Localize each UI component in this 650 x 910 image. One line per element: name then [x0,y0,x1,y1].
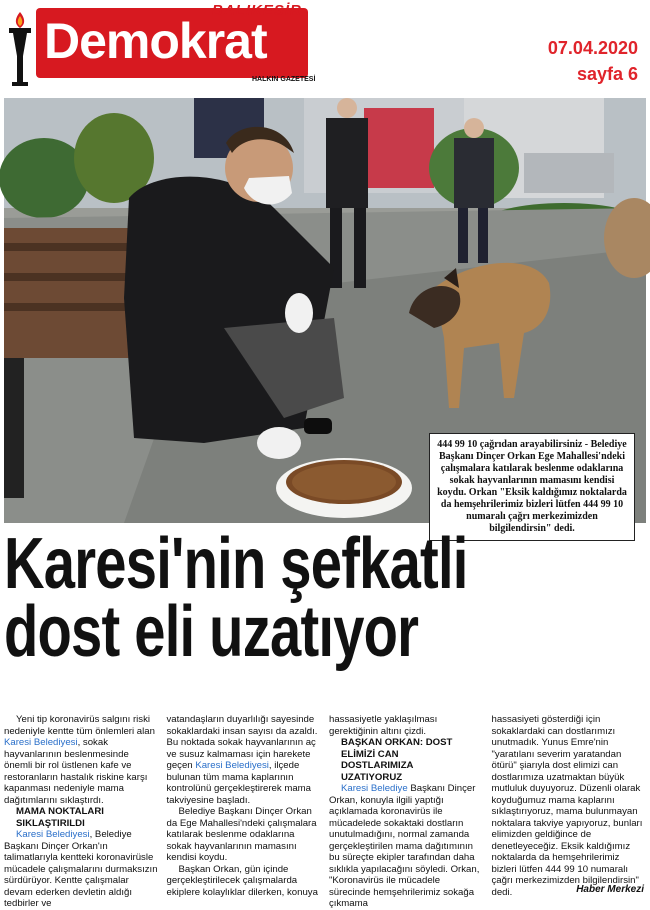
paragraph: Başkan Orkan, gün içinde gerçekleştirilecek çalışmalarda ekiplere kolaylıklar dilerken, konuya [166,863,318,898]
paragraph: hassasiyeti gösterdiği için sokaklardaki can dostlarımızı unutmadık. Yunus Emre'nin "yaratılanı severim yaratandan ötürü" şiarıyla dost elimizi can dostlarımıza uzatmaktan büyük mutluluk duyuyoruz. Düzenli olarak koyduğumuz mama kaplarını sıklaştırıyoruz, mama bulunmayan noktalara takviye yapıyoruz, bunları elimizden geldiğince de denetleyeceğiz. Eksik kaldığımız noktalarda da hemşehrilerimiz bizleri lütfen 444 99 10 numaralı çağrı merkezimizden bilgilendirsin" dedi. [491,714,643,898]
masthead [0,0,650,95]
logo-subtitle: HALKIN GAZETESİ [252,76,316,83]
author-credit: Haber Merkezi [576,884,644,895]
subheading: BAŞKAN ORKAN: DOST [341,737,453,748]
highlight-link[interactable]: Karesi Belediye [341,783,408,794]
article-column-1 [4,714,159,909]
subheading: MAMA NOKTALARI [16,806,104,817]
highlight-link[interactable]: Karesi Belediyesi [195,760,269,771]
article-column-3 [329,714,484,909]
paragraph: Yeni tip koronavirüs salgını riski nedeniyle kentte tüm önlemleri alan Karesi Belediyesi, sokak hayvanlarının beslenmesinde önemli bir rol üstlenen kafe ve restoranların hastalık riskine karşı kapanması nedeniyle mama dağıtımlarını sıklaştırdı. [4,714,155,806]
logo-city: BALIKESİR [212,2,302,19]
page-number: sayfa 6 [576,64,638,84]
headline [4,524,646,672]
subheading: UZATIYORUZ [341,771,403,783]
headline-line-2: dost eli uzatıyor [4,592,419,672]
subheading: ELİMİZİ CAN [341,748,399,760]
paragraph: vatandaşların duyarlılığı sayesinde sokaklardaki insan sayısı da azaldı. Bu noktada sokak hayvanlarının aç ve susuz kalmaması için harekete geçen Karesi Belediyesi, ilçede bulunan tüm mama kaplarının kontrolünü gerçekleştirerek mama takviyesine başladı. [166,714,318,806]
photo-caption: 444 99 10 çağrıdan arayabilirsiniz - Belediye Başkanı Dinçer Orkan Ege Mahallesi'ndeki çalışmalara katılarak beslenme odaklarına sokak hayvanlarının mamasını kendisi koydu. Orkan "Eksik kaldığımız noktalarda da hemşehrilerimiz bizleri lütfen 444 99 10 numaralı çağrı merkezimizden bilgilendirsin" dedi. [429,433,635,541]
paragraph: hassasiyetle yaklaşılması gerektiğinin altını çizdi. [329,714,438,737]
paragraph: Karesi Belediyesi, Belediye Başkanı Dinçer Orkan'ın talimatlarıyla kentteki koronavirüsle mücadele çalışmalarını durmaksızın sürdürüyor. Kentte çalışmalar devam ederken devletin aldığı tedbirler ve [4,829,158,909]
paragraph: Belediye Başkanı Dinçer Orkan da Ege Mahallesi'ndeki çalışmalara katılarak beslenme odaklarına sokak hayvanlarının mamasını kendisi koydu. [166,806,317,863]
issue-date: 07.04.2020 [547,38,638,58]
article-column-2 [166,714,322,898]
paragraph: Karesi Belediye Başkanı Dinçer Orkan, konuyla ilgili yaptığı açıklamada koronavirüs ile mücadelede sokaktaki dostların unutulmadığını, normal zamanda gerçekleştirilen mama dağıtımının bu süreçte ekipler tarafından daha sıklıkla yapılacağını söyledi. Orkan, "Koronavirüs ile mücadele sürecinde hemşehrilerimiz sokağa çıkmama [329,783,480,909]
logo-wordmark: Demokrat [44,13,267,69]
subheading: DOSTLARIMIZA [341,760,414,771]
headline-line-1: Karesi'nin şefkatli [4,524,468,604]
highlight-link[interactable]: Karesi Belediyesi [16,829,90,840]
subheading: SIKLAŞTIRILDI [16,817,85,829]
article-body [4,714,646,909]
torch-logo-icon [6,8,34,88]
article-column-4 [491,714,647,898]
highlight-link[interactable]: Karesi Belediyesi [4,737,78,748]
